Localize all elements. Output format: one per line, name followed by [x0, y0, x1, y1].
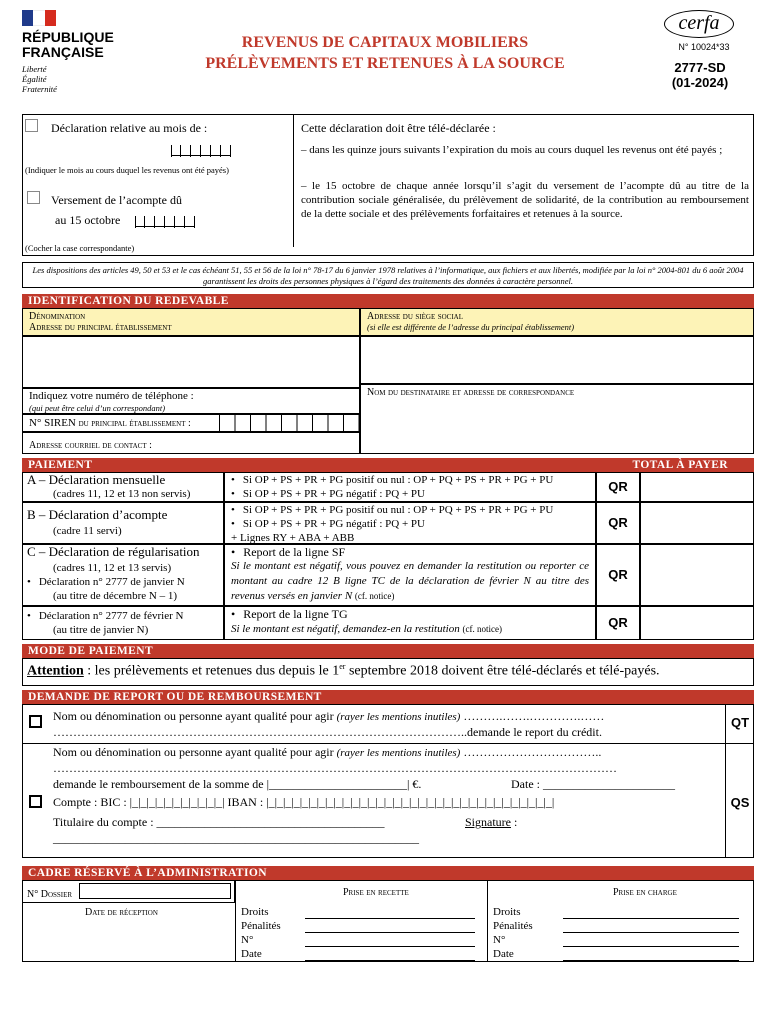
qr-c2-field[interactable] [640, 606, 754, 640]
report-checkbox[interactable] [29, 715, 42, 732]
dossier-label: N° Dossier [27, 889, 73, 900]
check-hint: (Cocher la case correspondante) [25, 243, 135, 253]
month-checkbox[interactable] [25, 119, 38, 136]
report-line3: Nom ou dénomination ou personne ayant qualité pour agir [53, 745, 334, 759]
month-hint: (Indiquer le mois au cours duquel les revenus ont été payés) [25, 165, 229, 175]
siege-hint: (si elle est différente de l’adresse du principal établissement) [367, 322, 575, 332]
recette-lines[interactable] [305, 905, 475, 961]
charge-date: Date [493, 948, 514, 960]
phone-hint: (qui peut être celui d’un correspondant) [29, 403, 166, 413]
month-digits[interactable] [171, 142, 231, 157]
row-c-item1: • Déclaration n° 2777 de janvier N [27, 575, 219, 589]
siren-suffix: du principal établissement : [78, 418, 191, 429]
motto-fraternite: Fraternité [22, 84, 57, 94]
mode-band: MODE DE PAIEMENT [22, 644, 754, 658]
qr-c1-label: QR [596, 544, 640, 606]
sf-text: Si le montant est négatif, vous pouvez en demander la restitution ou reporter ce montant au cadre 12 B ligne TC de la déclaration de février N au titre des revenus versés en janvier N [231, 560, 589, 602]
form-date: (01-2024) [671, 75, 729, 90]
siren-digits[interactable] [219, 415, 359, 431]
qr-a-field[interactable] [640, 472, 754, 502]
form-title-line1: REVENUS DE CAPITAUX MOBILIERS [241, 34, 529, 51]
sf-notice: (cf. notice) [354, 591, 395, 601]
tg-title: • Report de la ligne TG [231, 607, 589, 622]
recette-penalites: Pénalités [241, 920, 281, 932]
row-c-item2: • Déclaration n° 2777 de février N [27, 609, 219, 623]
date-reception-label: Date de réception [85, 907, 158, 918]
row-b-sub: (cadre 11 servi) [53, 525, 122, 537]
denomination-field[interactable] [22, 336, 360, 388]
qr-c2-label: QR [596, 606, 640, 640]
adresse-siege-label: Adresse du siège social [367, 311, 464, 322]
flag-marianne-icon [22, 10, 56, 26]
attention-text-after: septembre 2018 doivent être télé-déclarés et télé-payés. [345, 663, 660, 679]
acompte-label: Versement de l’acompte dû [51, 193, 182, 207]
tele-item1: – dans les quinze jours suivants l’expiration du mois au cours duquel les revenus ont été payés ; [301, 144, 723, 156]
charge-penalites: Pénalités [493, 920, 533, 932]
qr-c1-field[interactable] [640, 544, 754, 606]
motto-liberte: Liberté [22, 64, 47, 74]
logo-line1: RÉPUBLIQUE [22, 29, 114, 45]
declaration-box [22, 114, 754, 256]
acompte-checkbox[interactable] [27, 191, 40, 208]
report-line1-hint: (rayer les mentions inutiles) [336, 711, 461, 723]
row-b-rule3: + Lignes RY + ABA + ABB [231, 532, 355, 544]
report-band: DEMANDE DE REPORT OU DE REMBOURSEMENT [22, 690, 754, 704]
email-label: Adresse courriel de contact : [29, 440, 152, 451]
qt-label: QT [730, 715, 750, 730]
row-c-title: C – Déclaration de régularisation [27, 544, 200, 559]
row-a-sub: (cadres 11, 12 et 13 non servis) [53, 488, 191, 500]
cerfa-logo [664, 10, 734, 38]
charge-lines[interactable] [563, 905, 739, 961]
recette-numero: N° [241, 934, 254, 946]
dossier-field[interactable] [79, 883, 231, 899]
recette-date: Date [241, 948, 262, 960]
report-line4: …………………………………………………………………………………………………………………………… [53, 761, 617, 775]
legal-notice: Les dispositions des articles 49, 50 et 53 et le cas échéant 51, 55 et 56 de la loi n° 78-17 du 6 janvier 1978 relatives à l’informatique, aux fichiers et aux libertés, modifiée par la loi n° 2004-801 du 6 août 2004 garantissent les droits des personnes physiques à l’égard des traitements des données à caractère personnel. [22, 262, 754, 288]
siren-label: N° SIREN [29, 417, 76, 429]
cerfa-logo-text: cerfa [678, 12, 720, 34]
row-c-item2-sub: (au titre de janvier N) [53, 624, 149, 636]
report-line3-hint: (rayer les mentions inutiles) [336, 747, 461, 759]
mode-attention [22, 658, 754, 686]
row-a-rule1: • Si OP + PS + PR + PG positif ou nul : OP + PQ + PS + PR + PG + PU [231, 473, 589, 487]
adresse-principal-label: Adresse du principal établissement [29, 322, 172, 333]
row-a-rule2: • Si OP + PS + PR + PG négatif : PQ + PU [231, 487, 589, 501]
denomination-label: Dénomination [29, 311, 86, 322]
siren-row[interactable] [22, 414, 360, 432]
identification-band: IDENTIFICATION DU REDEVABLE [22, 294, 754, 308]
paiement-band: PAIEMENT [22, 458, 596, 472]
prise-charge-label: Prise en charge [613, 887, 677, 898]
report-line1-dots: ……….…….………….…… [463, 709, 605, 723]
acompte-date: au 15 octobre [55, 213, 121, 227]
tg-text: Si le montant est négatif, demandez-en la restitution [231, 623, 460, 635]
charge-numero: N° [493, 934, 506, 946]
tg-notice: (cf. notice) [462, 624, 502, 634]
report-box [22, 704, 754, 858]
attention-sup: er [339, 662, 346, 671]
qr-b-field[interactable] [640, 502, 754, 544]
prise-recette-label: Prise en recette [343, 887, 409, 898]
titulaire-line[interactable]: Titulaire du compte : ______________________________________ [53, 815, 385, 829]
siege-field[interactable] [360, 336, 754, 384]
signature-colon: : [511, 815, 518, 829]
tele-title: Cette déclaration doit être télé-déclarée : [301, 121, 496, 135]
report-date[interactable]: Date : ______________________ [511, 777, 675, 791]
admin-box [22, 880, 754, 962]
phone-label: Indiquez votre numéro de téléphone : [29, 390, 194, 402]
qs-label: QS [730, 795, 750, 810]
recette-droits: Droits [241, 906, 269, 918]
refund-checkbox[interactable] [29, 795, 42, 812]
signature-label: Signature [465, 815, 511, 829]
charge-droits: Droits [493, 906, 521, 918]
attention-text-before: : les prélèvements et retenues dus depuis le 1 [83, 663, 340, 679]
report-line3-dots: …………………………….. [463, 745, 602, 759]
cerfa-number: N° 10024*33 [678, 42, 730, 52]
form-title [150, 32, 620, 74]
month-label: Déclaration relative au mois de : [51, 121, 208, 135]
form-title-line2: PRÉLÈVEMENTS ET RETENUES À LA SOURCE [205, 55, 565, 72]
sf-title: • Report de la ligne SF [231, 545, 589, 559]
tele-item2: – le 15 octobre de chaque année lorsqu’il s’agit du versement de l’acompte dû au titre de la contribution sociale généralisée, du prélèvement de solidarité, de la contribution au remboursement de la dette sociale et des prélèvements forfaitaires et retenues à la source. [301, 180, 749, 220]
report-last-line: _____________________________________________________________ [53, 831, 419, 845]
form-code: 2777-SD [674, 60, 726, 75]
qr-b-label: QR [596, 502, 640, 544]
row-c-item1-sub: (au titre de décembre N – 1) [53, 590, 177, 602]
row-b-title: B – Déclaration d’acompte [27, 507, 168, 522]
acompte-digits[interactable] [135, 213, 195, 228]
republique-logo [22, 10, 122, 96]
logo-line2: FRANÇAISE [22, 44, 104, 60]
attention-label: Attention [27, 663, 84, 679]
report-line5[interactable]: demande le remboursement de la somme de |_______________________| €. [53, 777, 422, 791]
total-band: TOTAL À PAYER [596, 458, 754, 472]
destinataire-label: Nom du destinataire et adresse de correspondance [367, 387, 575, 398]
row-b-rule1: • Si OP + PS + PR + PG positif ou nul : OP + PQ + PS + PR + PG + PU [231, 503, 589, 517]
motto-egalite: Égalité [22, 74, 47, 84]
compte-line[interactable]: Compte : BIC : |_|_|_|_|_|_|_|_|_|_|_| IBAN : |_|_|_|_|_|_|_|_|_|_|_|_|_|_|_|_|_|_|_|_|_|_|_|_|_|_|_|_|_|_|_|_|_|_| [53, 795, 555, 809]
qr-a-label: QR [596, 472, 640, 502]
report-line1: Nom ou dénomination ou personne ayant qualité pour agir [53, 709, 334, 723]
report-line2: …………………………………………………………………………………………..demande le report du crédit. [53, 725, 602, 739]
row-c-sub: (cadres 11, 12 et 13 servis) [53, 562, 172, 574]
dossier-cell [23, 881, 235, 903]
row-b-rule2: • Si OP + PS + PR + PG négatif : PQ + PU [231, 517, 589, 531]
row-a-title: A – Déclaration mensuelle [27, 472, 166, 487]
admin-band: CADRE RÉSERVÉ À L’ADMINISTRATION [22, 866, 754, 880]
